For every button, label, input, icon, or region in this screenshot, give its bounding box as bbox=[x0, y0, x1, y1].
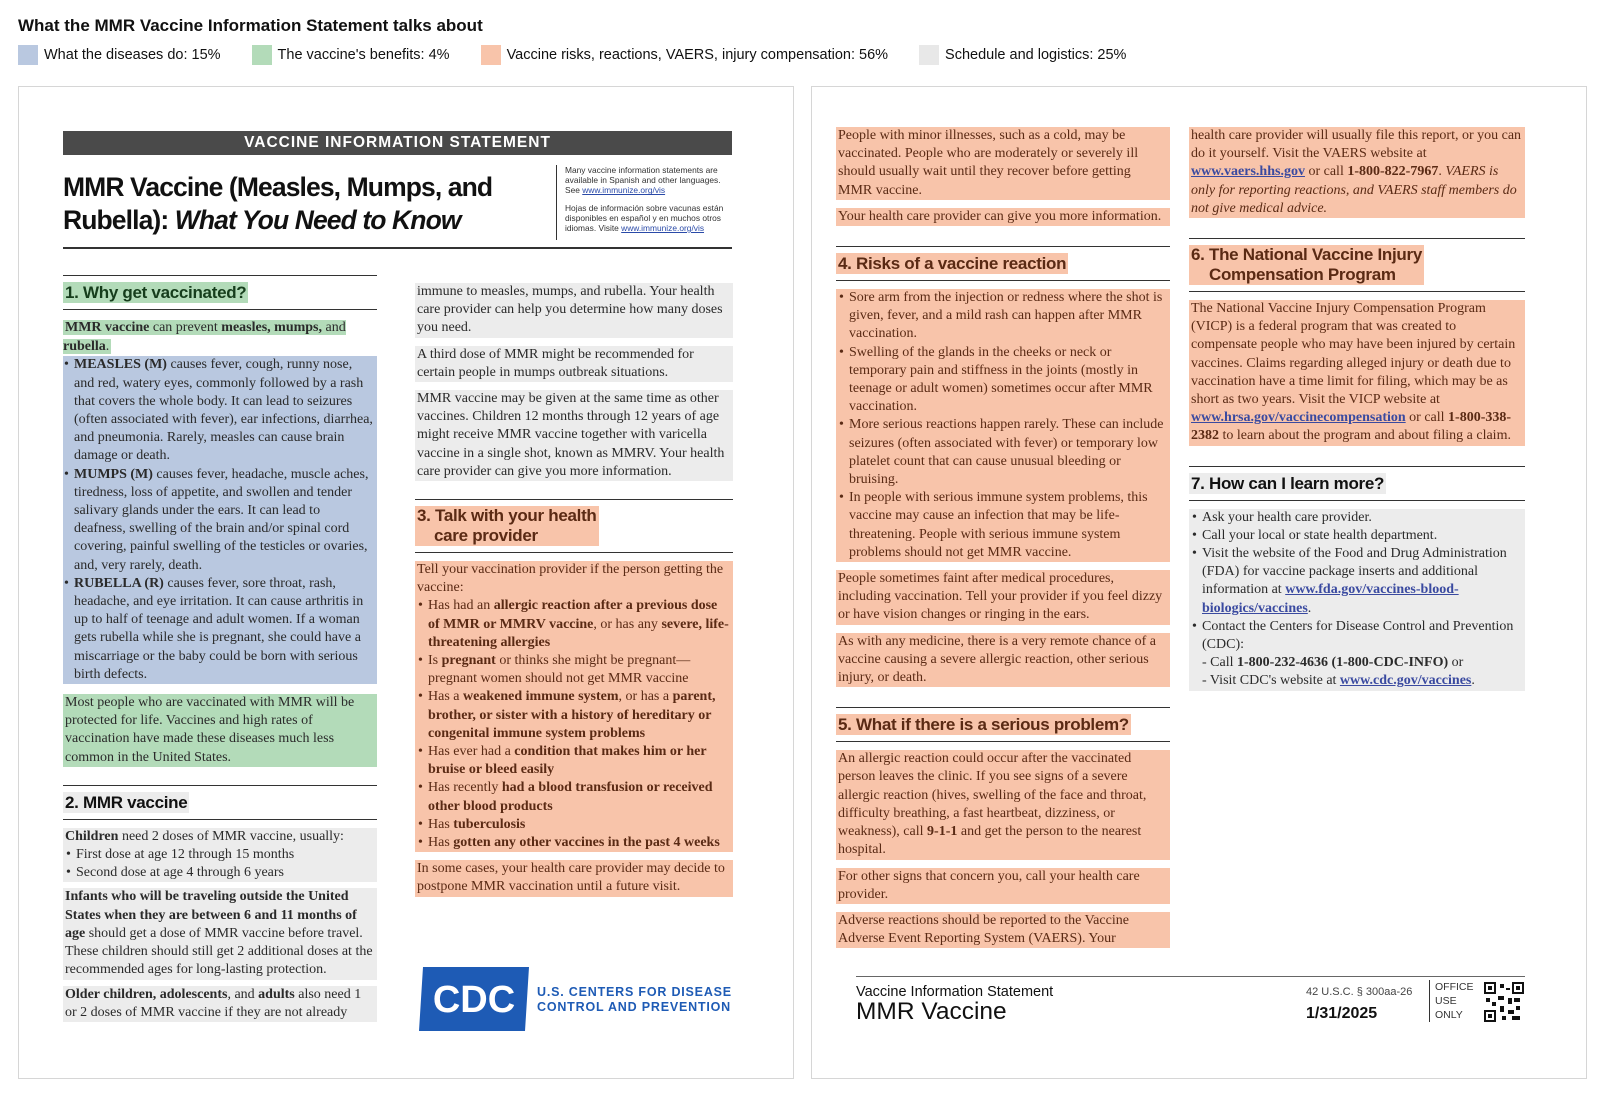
page1-column-2 bbox=[415, 283, 733, 905]
legend bbox=[18, 44, 1157, 66]
legend-swatch bbox=[252, 45, 272, 65]
vaers-details: health care provider will usually file this report, or you can do it yourself. Visit the VAERS website at www.vaers.hhs.gov or call 1-800-822-7967. VAERS is only for reporting reactions, and VAERS staff members do not give medical advice. bbox=[1189, 127, 1525, 218]
page1-column-1 bbox=[63, 275, 377, 1030]
page2-column-2 bbox=[1189, 127, 1525, 699]
section-heading-problem: 5. What if there is a serious problem? bbox=[838, 715, 1129, 735]
legend-label: What the diseases do: 15% bbox=[44, 47, 221, 63]
footer-date: 1/31/2025 bbox=[1306, 1005, 1378, 1022]
qr-code-icon bbox=[1484, 982, 1524, 1022]
footer-law: 42 U.S.C. § 300aa-26 bbox=[1306, 986, 1413, 998]
remote-chance: As with any medicine, there is a very remote chance of a vaccine causing a severe allergic reaction, other serious injury, or death. bbox=[836, 633, 1170, 688]
cdc-logo-icon bbox=[419, 965, 529, 1033]
legend-swatch bbox=[18, 45, 38, 65]
older-doses: Older children, adolescents, and adults also need 1 or 2 doses of MMR vaccine if they are not already bbox=[63, 986, 377, 1022]
fainting-note: People sometimes faint after medical procedures, including vaccination. Tell your provider if you feel dizzy or have vision changes or ringing in the ears. bbox=[836, 570, 1170, 625]
vicp-paragraph: The National Vaccine Injury Compensation Program (VICP) is a federal program that was created to compensate people who may have been injured by certain vaccines. Claims regarding alleged injury or death due to vaccination have a time limit for filing, which may be as short as two years. Visit the VICP website at www.hrsa.gov/vaccinecompensation or call 1-800-338-2382 to learn about the program and about filing a claim. bbox=[1189, 300, 1525, 446]
risk-list: • Sore arm from the injection or redness where the shot is given, fever, and a mild rash can happen after MMR vaccination. • Swelling of the glands in the cheeks or neck or temporary pain and stiffness in the joints (mostly in teenage or adult women) sometimes occur after MMR vaccination. • More serious reactions happen rarely. These can include seizures (often associated with fever) or temporary low platelet count that can cause unusual bleeding or bruising. • In people with serious immune system problems, this vaccine may cause an infection that may be life-threatening. People with serious immune system problems should not get MMR vaccine. bbox=[836, 289, 1170, 562]
mumps-description: • MUMPS (M) causes fever, headache, muscle aches, tiredness, loss of appetite, and swollen and tender salivary glands under the ears. It can lead to deafness, swelling of the brain and/or spinal cord covering, painful swelling of the testicles or ovaries, and, very rarely, death. bbox=[63, 466, 377, 575]
section-heading-talk: 3. Talk with your health care provider bbox=[417, 506, 597, 546]
page2-column-1 bbox=[836, 127, 1170, 956]
hrsa-link[interactable]: www.hrsa.gov/vaccinecompensation bbox=[1191, 410, 1406, 426]
document-title: MMR Vaccine (Measles, Mumps, and Rubella): What You Need to Know bbox=[63, 172, 493, 235]
vis-banner: VACCINE INFORMATION STATEMENT bbox=[63, 131, 732, 155]
section-heading-why: 1. Why get vaccinated? bbox=[65, 283, 247, 302]
footer-divider bbox=[856, 976, 1525, 977]
immunize-link-es[interactable]: www.immunize.org/vis bbox=[621, 223, 705, 234]
section-heading-vicp: 6. The National Vaccine Injury Compensation Program bbox=[1191, 245, 1422, 285]
section-heading-risks: 4. Risks of a vaccine reaction bbox=[838, 254, 1067, 274]
infant-travel: Infants who will be traveling outside the United States when they are between 6 and 11 months of age should get a dose of MMR vaccine before travel. These children should still get 2 additional doses at the recommended ages for long-lasting protection. bbox=[63, 888, 377, 979]
legend-label: Schedule and logistics: 25% bbox=[945, 47, 1127, 63]
header-divider bbox=[63, 247, 732, 249]
postpone-note: In some cases, your health care provider may decide to postpone MMR vaccination until a future visit. bbox=[415, 860, 733, 896]
office-use-label: OFFICE USE ONLY bbox=[1429, 980, 1474, 1022]
section-heading-mmr: 2. MMR vaccine bbox=[65, 792, 188, 812]
footer-label: Vaccine Information Statement bbox=[856, 984, 1054, 1000]
precautions-list: Tell your vaccination provider if the person getting the vaccine: • Has had an allergic reaction after a previous dose of MMR or MMRV vaccine, or has any severe, life-threatening allergies • Is pregnant or thinks she might be pregnant—pregnant women should not get MMR vaccine • Has a weakened immune system, or has a parent, brother, or sister with a history of hereditary or congenital immune system problems • Has ever had a condition that makes him or her bruise or bleed easily • Has recently had a blood transfusion or received other blood products • Has tuberculosis • Has gotten any other vaccines in the past 4 weeks bbox=[415, 561, 733, 852]
language-note: Many vaccine information statements are available in Spanish and other languages. See www.immunize.org/vis Hojas de información sobre vacunas están disponibles en español y en muchos otros idiomas. Visite www.immunize.org/vis bbox=[556, 165, 731, 240]
vaers-report: Adverse reactions should be reported to the Vaccine Adverse Event Reporting System (VAERS). Your bbox=[836, 912, 1170, 948]
vaers-link[interactable]: www.vaers.hhs.gov bbox=[1191, 164, 1305, 180]
document-page-1 bbox=[18, 86, 794, 1079]
legend-swatch bbox=[481, 45, 501, 65]
dose-determination: immune to measles, mumps, and rubella. Your health care provider can help you determine how many doses you need. bbox=[415, 283, 733, 338]
other-signs: For other signs that concern you, call your health care provider. bbox=[836, 868, 1170, 904]
legend-swatch bbox=[919, 45, 939, 65]
legend-item-schedule bbox=[919, 45, 1126, 65]
cdc-vaccines-link[interactable]: www.cdc.gov/vaccines bbox=[1339, 673, 1472, 689]
legend-item-benefits bbox=[252, 45, 450, 65]
provider-info: Your health care provider can give you more information. bbox=[836, 208, 1170, 226]
svg-text:CDC: CDC bbox=[432, 979, 516, 1021]
minor-illness: People with minor illnesses, such as a cold, may be vaccinated. People who are moderately or severely ill should usually wait until they recover before getting MMR vaccine. bbox=[836, 127, 1170, 200]
coadministration: MMR vaccine may be given at the same time as other vaccines. Children 12 months through 12 years of age might receive MMR vaccine together with varicella vaccine in a single shot, known as MMRV. Your health care provider can give you more information. bbox=[415, 390, 733, 481]
learn-more-list: • Ask your health care provider. • Call your local or state health department. • Visit the website of the Food and Drug Administration (FDA) for vaccine package inserts and additional information at www.fda.gov/vaccines-blood-biologics/vaccines. • Contact the Centers for Disease Control and Prevention (CDC): - Call 1-800-232-4636 (1-800-CDC-INFO) or - Visit CDC's website at www.cdc.gov/vaccines. bbox=[1189, 509, 1525, 691]
legend-item-risks bbox=[481, 45, 888, 65]
allergic-reaction-steps: An allergic reaction could occur after the vaccinated person leaves the clinic. If you see signs of a severe allergic reaction (hives, swelling of the face and throat, difficulty breathing, a fast heartbeat, dizziness, or weakness), call 9-1-1 and get the person to the nearest hospital. bbox=[836, 750, 1170, 859]
rubella-description: • RUBELLA (R) causes fever, sore throat, rash, headache, and eye irritation. It can cause arthritis in up to half of teenage and adult women. If a woman gets rubella while she is pregnant, she could have a miscarriage or the baby could be born with serious birth defects. bbox=[63, 575, 377, 684]
measles-description: • MEASLES (M) causes fever, cough, runny nose, and red, watery eyes, commonly followed by a rash that covers the whole body. It can lead to seizures (often associated with fever), ear infections, diarrhea, and pneumonia. Rarely, measles can cause brain damage or death. bbox=[63, 356, 377, 465]
document-page-2 bbox=[811, 86, 1587, 1079]
immunize-link[interactable]: www.immunize.org/vis bbox=[582, 185, 666, 196]
section-heading-learn-more: 7. How can I learn more? bbox=[1191, 473, 1385, 493]
intro-benefit: MMR vaccine can prevent measles, mumps, and rubella. bbox=[63, 320, 346, 355]
cdc-name: U.S. CENTERS FOR DISEASE CONTROL AND PREVENTION bbox=[537, 985, 732, 1014]
legend-item-diseases bbox=[18, 45, 221, 65]
benefit-paragraph: Most people who are vaccinated with MMR will be protected for life. Vaccines and high rates of vaccination have made these diseases much less common in the United States. bbox=[63, 694, 377, 767]
figure-title: What the MMR Vaccine Information Statement talks about bbox=[18, 16, 483, 35]
legend-label: Vaccine risks, reactions, VAERS, injury compensation: 56% bbox=[506, 47, 889, 63]
fda-link[interactable]: www.fda.gov/vaccines-blood-biologics/vaccines bbox=[1202, 582, 1459, 616]
footer-title: MMR Vaccine bbox=[856, 998, 1007, 1025]
children-doses: Children need 2 doses of MMR vaccine, usually: • First dose at age 12 through 15 months • Second dose at age 4 through 6 years bbox=[63, 828, 377, 883]
legend-label: The vaccine's benefits: 4% bbox=[277, 47, 450, 63]
third-dose: A third dose of MMR might be recommended for certain people in mumps outbreak situations. bbox=[415, 346, 733, 382]
